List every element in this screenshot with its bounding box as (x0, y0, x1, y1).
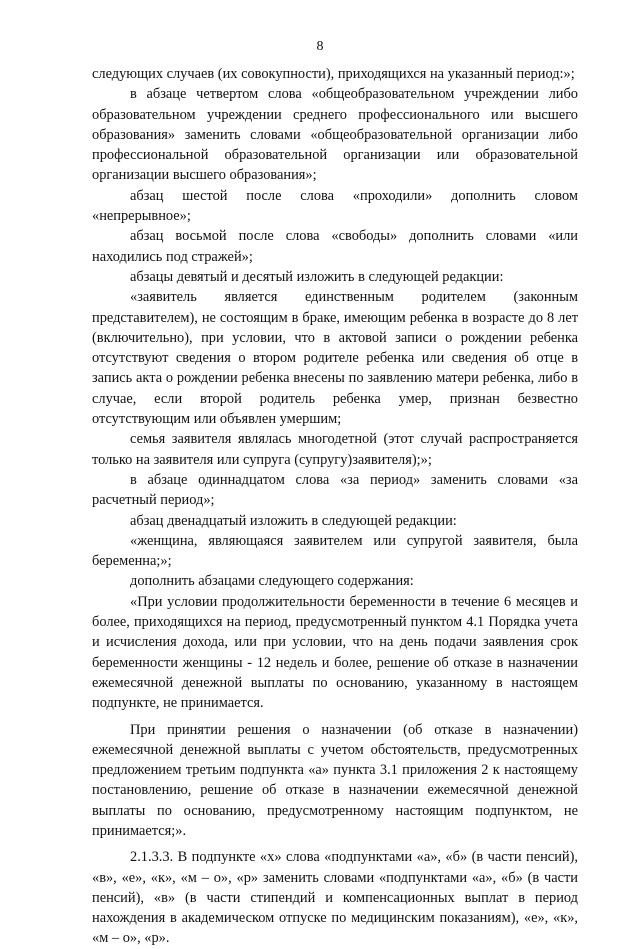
paragraph-pregnancy-condition: «При условии продолжительности беременности в течение 6 месяцев и более, приходящихся на период, предусмотренный пунктом 4.1 Порядка учета и исчисления дохода, или при условии, что на день подачи заявления срок беременности женщины - 12 недель и более, решение об отказе в назначении ежемесячной денежной выплаты по основанию, указанному в настоящем подпункте, не принимается. (92, 593, 578, 712)
paragraph-amendment-fourth: в абзаце четвертом слова «общеобразовательном учреждении либо образовательном учреждении среднего профессионального или высшего образования» заменить словами «общеобразовательной организации либо профессиональной образовательной организации или образовательной организации высшего образования»; (92, 86, 578, 184)
paragraph-amendment-eleventh: в абзаце одиннадцатом слова «за период» заменить словами «за расчетный период»; (92, 471, 578, 509)
paragraph-amendment-eighth: абзац восьмой после слова «свободы» дополнить словами «или находились под стражей»; (92, 228, 578, 265)
paragraph-decision: При принятии решения о назначении (об отказе в назначении) ежемесячной денежной выплаты с учетом обстоятельств, предусмотренных предложением третьим подпункта «а» пункта 3.1 приложения 2 к настоящему постановлению, решение об отказе в назначении ежемесячной денежной выплаты по основанию, предусмотренному настоящим подпунктом, не принимается;». (92, 721, 578, 839)
paragraph-pregnant: «женщина, являющаяся заявителем или супругой заявителя, была беременна;»; (92, 532, 578, 570)
paragraph-twelfth-intro: абзац двенадцатый изложить в следующей редакции: (130, 512, 457, 529)
paragraph-large-family: семья заявителя являлась многодетной (этот случай распространяется только на заявителя или супруга (супругу)заявителя);»; (92, 431, 578, 468)
paragraph-single-parent: «заявитель является единственным родителем (законным представителем), не состоящим в браке, имеющим ребенка в возрасте до 8 лет (включительно), при условии, что в актовой записи о рождении ребенка отсутствуют сведения о втором родителе ребенка или сведения об отце в запись акта о рождении ребенка внесены по заявлению матери ребенка, либо в случае, если второй родитель ребенка умер, признан безвестно отсутствующим или объявлен умершим; (92, 289, 578, 428)
page-number: 8 (316, 39, 324, 54)
paragraph-continuation: следующих случаев (их совокупности), приходящихся на указанный период:»; (92, 66, 575, 82)
paragraph-ninth-tenth-intro: абзацы девятый и десятый изложить в следующей редакции: (130, 268, 504, 285)
document-body (92, 64, 578, 949)
paragraph-amendment-sixth: абзац шестой после слова «проходили» дополнить словом «непрерывное»; (92, 187, 578, 225)
paragraph-supplement-intro: дополнить абзацами следующего содержания: (130, 573, 414, 590)
paragraph-subclause-2-1-3-3: 2.1.3.3. В подпункте «х» слова «подпунктами «а», «б» (в части пенсий), «в», «е», «к», «м – о», «р» заменить словами «подпунктами «а», «б» (в части пенсий), «в» (в части стипендий и компенсационных выплат в период нахождения в академическом отпуске по медицинским показаниям), «е», «к», «м – о», «р». (92, 849, 578, 947)
